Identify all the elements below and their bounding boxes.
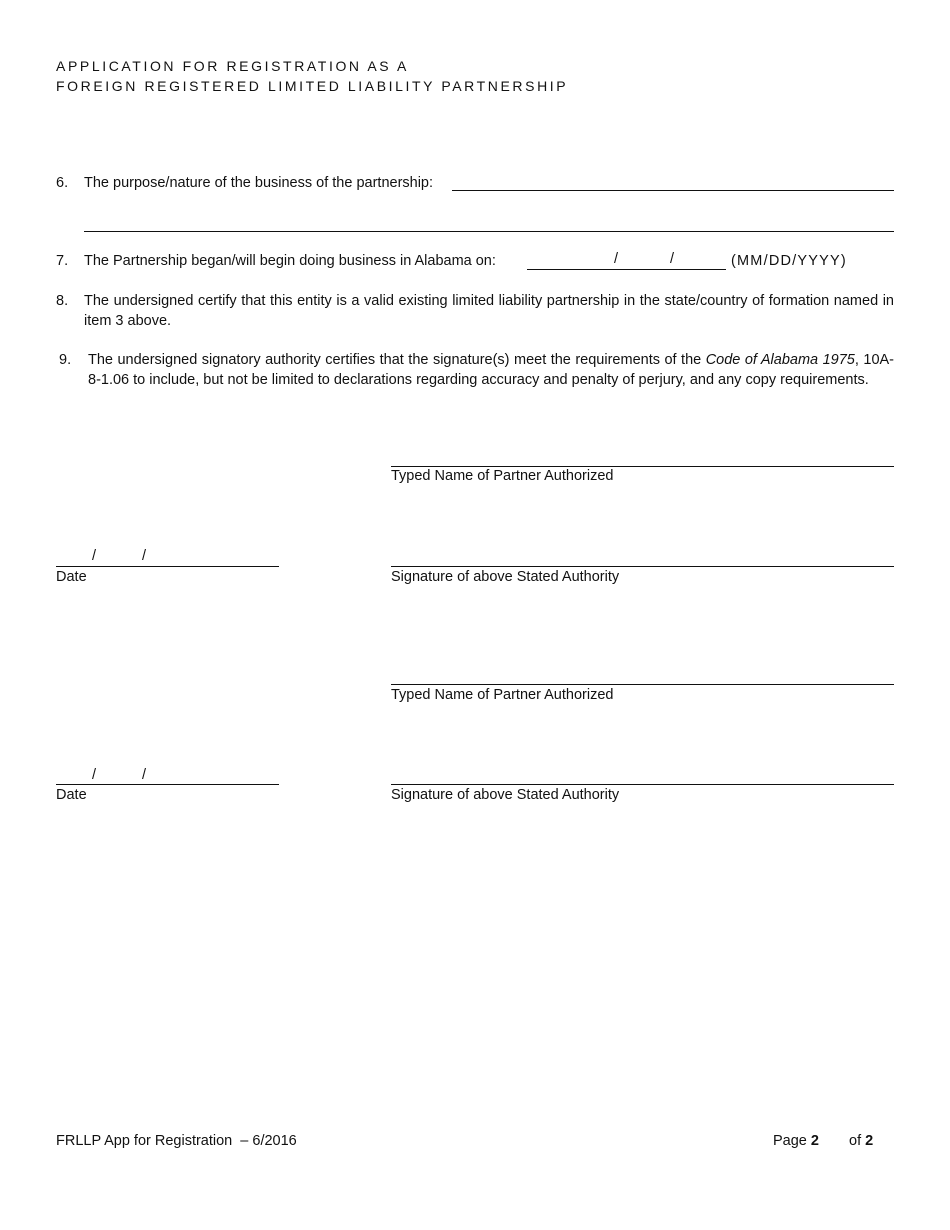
date-separator: /: [670, 251, 675, 267]
signature-label-1: Signature of above Stated Authority: [391, 569, 620, 585]
signature-label-2: Signature of above Stated Authority: [391, 787, 620, 803]
business-purpose-field-line-2[interactable]: [84, 231, 894, 232]
page-label: Page: [773, 1133, 807, 1149]
typed-name-field-1[interactable]: [391, 466, 894, 467]
title-line-1: APPLICATION FOR REGISTRATION AS A: [56, 58, 409, 74]
code-of-alabama-title: Code of Alabama 1975: [705, 352, 855, 368]
item-9-text-part: , 10A-8-1.06 to include, but not be limited to declarations regarding accuracy and penalty of perjury, and any copy requirements.: [88, 352, 895, 388]
signature-field-1[interactable]: [391, 566, 894, 567]
date-field-2[interactable]: [56, 784, 279, 785]
footer-form-id: FRLLP App for Registration – 6/2016: [56, 1133, 297, 1149]
signature-field-2[interactable]: [391, 784, 894, 785]
of-label: of: [849, 1133, 862, 1149]
date-format-hint: (MM/DD/YYYY): [731, 253, 847, 269]
item-8-text: The undersigned certify that this entity is a valid existing limited liability partnership in the state/country of formation named in item 3 above.: [84, 293, 894, 329]
date-separator: /: [92, 548, 97, 564]
footer-page-number: [773, 1133, 819, 1149]
date-field-1[interactable]: [56, 566, 279, 567]
document-title: [56, 56, 568, 96]
typed-name-field-2[interactable]: [391, 684, 894, 685]
date-separator: /: [92, 767, 97, 783]
item-6-number: 6.: [56, 175, 69, 191]
date-separator: /: [142, 548, 147, 564]
item-9-number: 9.: [59, 352, 72, 368]
total-pages: 2: [865, 1133, 874, 1149]
item-9-text-part: The undersigned signatory authority certifies that the signature(s) meet the requirements of the: [88, 352, 706, 368]
begin-date-field[interactable]: [527, 269, 726, 270]
date-label-2: Date: [56, 787, 87, 803]
item-8-number: 8.: [56, 293, 69, 309]
current-page: 2: [810, 1133, 819, 1149]
footer-page-total: [849, 1133, 873, 1149]
date-separator: /: [142, 767, 147, 783]
item-9-text: [88, 350, 894, 390]
date-separator: /: [614, 251, 619, 267]
title-line-2: FOREIGN REGISTERED LIMITED LIABILITY PARTNERSHIP: [56, 78, 569, 94]
date-label-1: Date: [56, 569, 87, 585]
typed-name-label-2: Typed Name of Partner Authorized: [391, 687, 614, 703]
business-purpose-field-line-1[interactable]: [452, 190, 894, 191]
item-7-number: 7.: [56, 253, 69, 269]
item-6-label: The purpose/nature of the business of the partnership:: [84, 175, 434, 191]
item-7-label: The Partnership began/will begin doing business in Alabama on:: [84, 253, 496, 269]
typed-name-label-1: Typed Name of Partner Authorized: [391, 468, 614, 484]
